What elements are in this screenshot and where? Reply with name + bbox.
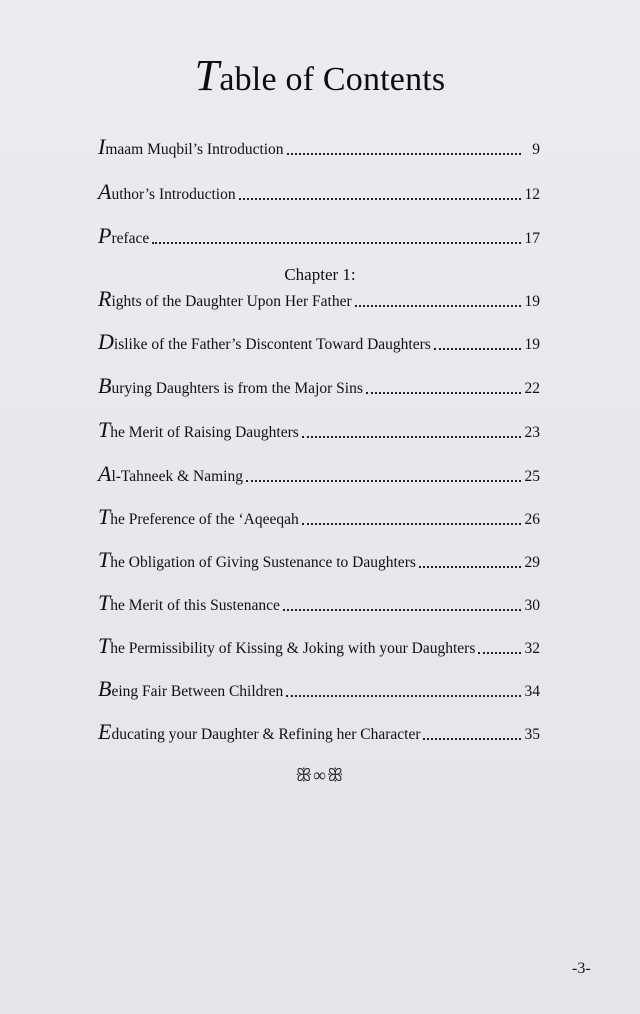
ornament-divider: ꕥ∞ꕥ	[295, 765, 345, 785]
page-number: -3-	[572, 960, 591, 977]
page-ref: 32	[524, 640, 540, 657]
dot-leader	[283, 608, 521, 611]
page-ref: 22	[524, 380, 540, 397]
page-ref: 17	[524, 230, 540, 247]
toc-entry[interactable]: The Preference of the ‘Aqeeqah 26	[98, 504, 540, 529]
page-ref: 34	[524, 683, 540, 700]
page-title	[0, 50, 640, 101]
dot-leader	[239, 197, 521, 200]
toc-entry[interactable]: Being Fair Between Children 34	[98, 676, 540, 701]
toc-entry[interactable]: The Permissibility of Kissing & Joking with your Daughters 32	[98, 633, 540, 658]
toc-entry-preface[interactable]: Preface 17	[98, 223, 540, 248]
toc-entry[interactable]: Rights of the Daughter Upon Her Father 19	[98, 286, 540, 311]
dot-leader	[423, 737, 521, 740]
page-ref: 9	[532, 141, 540, 158]
page-ref: 19	[524, 293, 540, 310]
toc-entry[interactable]: Al-Tahneek & Naming 25	[98, 461, 540, 486]
toc-entry-author-introduction[interactable]: Author’s Introduction 12	[98, 179, 540, 204]
toc-entry-imaam-introduction[interactable]: Imaam Muqbil’s Introduction 9	[98, 134, 540, 159]
dot-leader	[366, 391, 521, 394]
chapter-heading: Chapter 1:	[284, 265, 356, 284]
toc-entry[interactable]: Dislike of the Father’s Discontent Toward Daughters 19	[98, 329, 540, 354]
page-ref: 29	[524, 554, 540, 571]
dot-leader	[478, 651, 521, 654]
page-ref: 30	[524, 597, 540, 614]
page-ref: 26	[524, 511, 540, 528]
toc-entry[interactable]: Burying Daughters is from the Major Sins 22	[98, 373, 540, 398]
page-ref: 25	[524, 468, 540, 485]
page-ref: 23	[524, 424, 540, 441]
page-ref: 19	[524, 336, 540, 353]
page-ref: 12	[524, 186, 540, 203]
toc-entry[interactable]: The Merit of this Sustenance 30	[98, 590, 540, 615]
dot-leader	[434, 347, 521, 350]
dot-leader	[419, 565, 521, 568]
dot-leader	[355, 304, 521, 307]
dot-leader	[246, 479, 521, 482]
dot-leader	[287, 152, 521, 155]
dot-leader	[302, 522, 521, 525]
toc-entry[interactable]: The Merit of Raising Daughters 23	[98, 417, 540, 442]
title-initial: T	[194, 51, 220, 100]
page-ref: 35	[524, 726, 540, 743]
toc-entry[interactable]: The Obligation of Giving Sustenance to Daughters 29	[98, 547, 540, 572]
dot-leader	[286, 694, 521, 697]
toc-entry[interactable]: Educating your Daughter & Refining her Character 35	[98, 719, 540, 744]
dot-leader	[152, 241, 521, 244]
dot-leader	[302, 435, 521, 438]
title-rest: able of Contents	[219, 61, 446, 98]
